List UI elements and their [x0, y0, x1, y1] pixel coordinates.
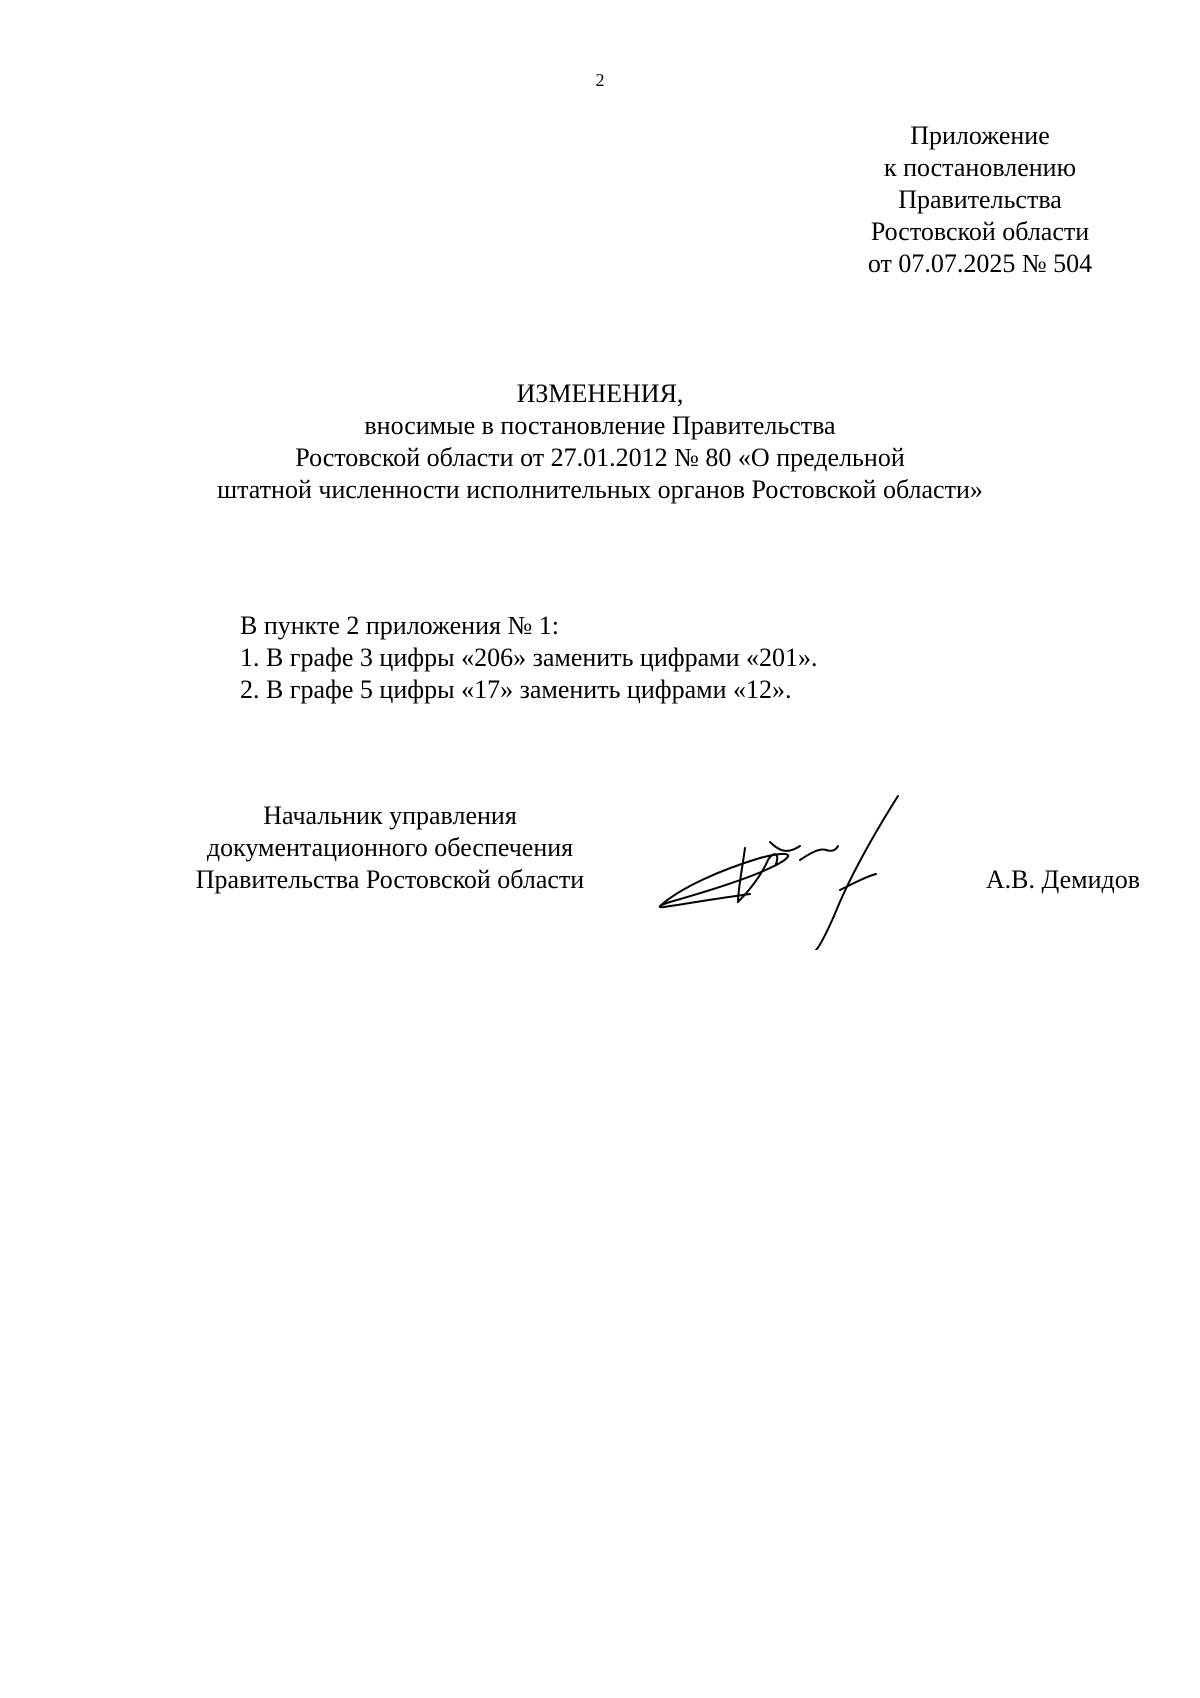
title-line: вносимые в постановление Правительства: [364, 411, 836, 440]
title-line: Ростовской области от 27.01.2012 № 80 «О предельной: [295, 443, 905, 472]
signer-position-line: документационного обеспечения: [206, 833, 574, 862]
body-item: 1. В графе 3 цифры «206» заменить цифрами «201».: [240, 643, 818, 672]
appendix-header-line: Ростовской области: [870, 217, 1090, 246]
title-heading: ИЗМЕНЕНИЯ,: [516, 379, 684, 408]
signer-position-line: Начальник управления: [263, 801, 517, 830]
handwritten-signature: [650, 790, 940, 950]
body-item: 2. В графе 5 цифры «17» заменить цифрами «12».: [240, 675, 792, 704]
appendix-header-line: к постановлению: [883, 153, 1077, 182]
appendix-header: [830, 120, 1130, 280]
signer-position-line: Правительства Ростовской области: [195, 865, 585, 894]
document-body: [240, 610, 1120, 706]
title-line: штатной численности исполнительных органов Ростовской области»: [217, 475, 983, 504]
appendix-header-date: от 07.07.2025 № 504: [867, 249, 1093, 278]
signer-name: А.В. Демидов: [985, 865, 1140, 894]
body-intro: В пункте 2 приложения № 1:: [240, 611, 559, 640]
appendix-header-line: Приложение: [910, 121, 1050, 150]
appendix-header-line: Правительства: [898, 185, 1062, 214]
document-title: [0, 378, 1200, 506]
signer-position: [160, 800, 620, 896]
page-number: 2: [595, 70, 605, 90]
